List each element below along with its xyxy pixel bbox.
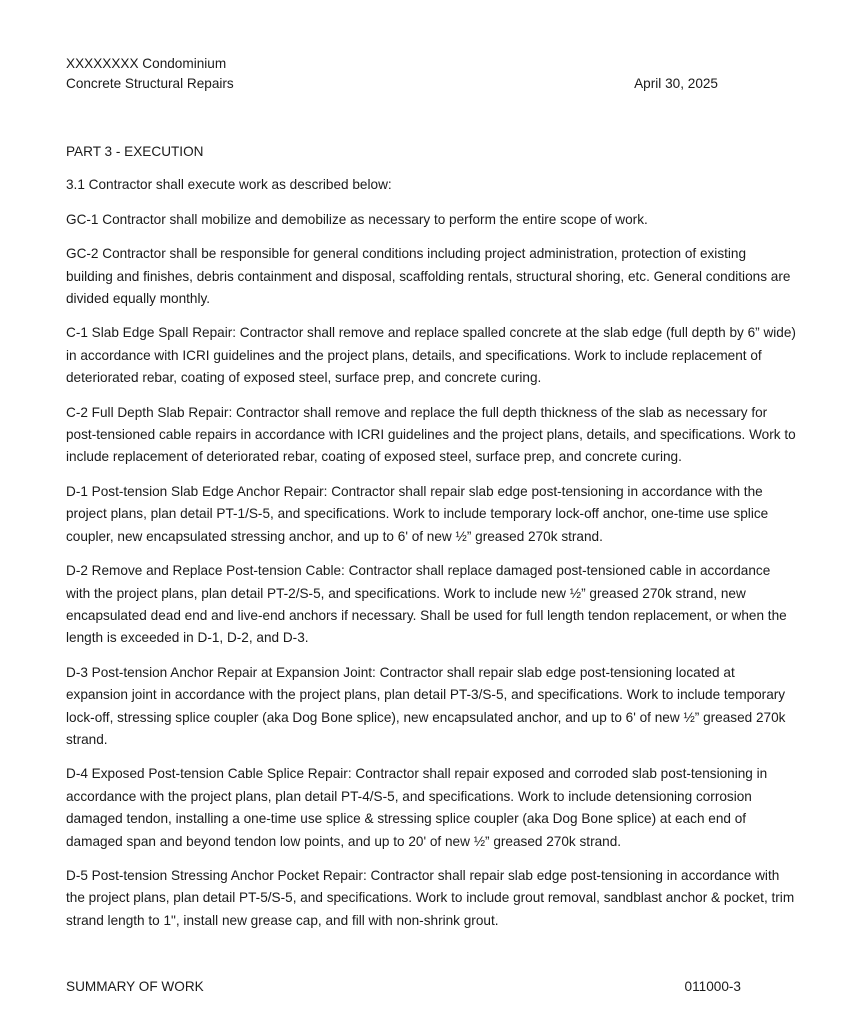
item-d-4: D-4 Exposed Post-tension Cable Splice Repair: Contractor shall repair exposed and corroded slab post-tensioning in accordance with the project plans, plan detail PT-4/S-5, and specifications. Work to include detensioning corrosion damaged tendon, installing a one-time use splice & stressing splice coupler (aka Dog Bone splice) at each end of damaged span and beyond tendon low points, and up to 20' of new ½” greased 270k strand.	[66, 766, 768, 849]
item-d-1: D-1 Post-tension Slab Edge Anchor Repair: Contractor shall repair slab edge post-tensioning in accordance with the project plans, plan detail PT-1/S-5, and specifications. Work to include temporary lock-off anchor, one-time use splice coupler, new encapsulated stressing anchor, and up to 6' of new ½” greased 270k strand.	[66, 483, 769, 544]
page-header	[66, 54, 718, 94]
item-d-5: D-5 Post-tension Stressing Anchor Pocket Repair: Contractor shall repair slab edge post-tensioning in accordance with the project plans, plan detail PT-5/S-5, and specifications. Work to include grout removal, sandblast anchor & pocket, trim strand length to 1", install new grease cap, and fill with non-shrink grout.	[66, 867, 795, 928]
footer-page-number: 011000-3	[684, 979, 741, 994]
item-gc-1: GC-1 Contractor shall mobilize and demobilize as necessary to perform the entire scope of work.	[66, 211, 648, 227]
section-intro: 3.1 Contractor shall execute work as described below:	[66, 177, 392, 193]
document-date: April 30, 2025	[634, 76, 718, 91]
document-body	[66, 141, 796, 944]
page-footer	[66, 977, 741, 997]
project-subtitle: Concrete Structural Repairs	[66, 76, 234, 91]
footer-section-title: SUMMARY OF WORK	[66, 979, 204, 994]
part-heading: PART 3 - EXECUTION	[66, 144, 204, 159]
item-d-3: D-3 Post-tension Anchor Repair at Expansion Joint: Contractor shall repair slab edge post-tensioning located at expansion joint in accordance with the project plans, plan detail PT-3/S-5, and specifications. Work to include temporary lock-off, stressing splice coupler (aka Dog Bone splice), new encapsulated anchor, and up to 6' of new ½” greased 270k strand.	[66, 664, 786, 747]
item-c-1: C-1 Slab Edge Spall Repair: Contractor shall remove and replace spalled concrete at the slab edge (full depth by 6” wide) in accordance with ICRI guidelines and the project plans, details, and specifications. Work to include replacement of deteriorated rebar, coating of exposed steel, surface prep, and concrete curing.	[66, 325, 796, 386]
project-name: XXXXXXXX Condominium	[66, 56, 227, 71]
item-gc-2: GC-2 Contractor shall be responsible for general conditions including project administration, protection of existing building and finishes, debris containment and disposal, scaffolding rentals, structural shoring, etc. General conditions are divided equally monthly.	[66, 246, 791, 307]
header-row	[66, 74, 718, 94]
item-c-2: C-2 Full Depth Slab Repair: Contractor shall remove and replace the full depth thickness of the slab as necessary for post-tensioned cable repairs in accordance with ICRI guidelines and the project plans, details, and specifications. Work to include replacement of deteriorated rebar, coating of exposed steel, surface prep, and concrete curing.	[66, 404, 796, 465]
item-d-2: D-2 Remove and Replace Post-tension Cable: Contractor shall replace damaged post-tensioned cable in accordance with the project plans, plan detail PT-2/S-5, and specifications. Work to include new ½” greased 270k strand, new encapsulated dead end and live-end anchors if necessary. Shall be used for full length tendon replacement, or when the length is exceeded in D-1, D-2, and D-3.	[66, 563, 787, 646]
